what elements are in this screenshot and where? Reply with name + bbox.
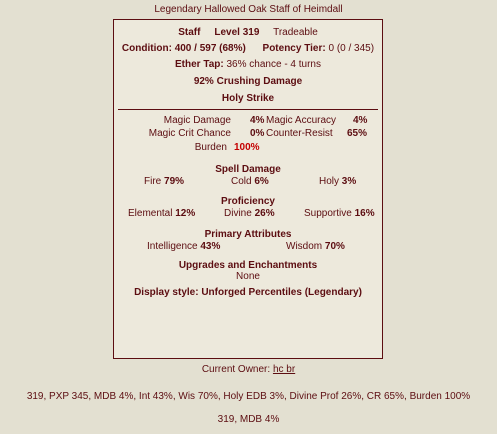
- potency-label: Potency Tier:: [262, 43, 326, 54]
- prof-supportive: Supportive 16%: [304, 208, 375, 219]
- tradeable-status: Tradeable: [273, 27, 318, 38]
- spell-cold: Cold 6%: [231, 176, 269, 187]
- potency-value: 0 (0 / 345): [328, 43, 375, 54]
- spell-holy: Holy 3%: [319, 176, 357, 187]
- ether-tap-line: [114, 59, 382, 70]
- burden-label: Burden: [194, 142, 227, 153]
- burden-value: 100%: [234, 142, 260, 153]
- summary-line-2: 319, MDB 4%: [217, 414, 280, 425]
- item-stats-panel: [113, 19, 383, 359]
- ether-tap-value: 36% chance - 4 turns: [226, 59, 321, 70]
- attr-intelligence: Intelligence 43%: [147, 241, 221, 252]
- spell-fire: Fire 79%: [144, 176, 185, 187]
- owner-link[interactable]: hc br: [272, 364, 296, 375]
- item-type-line: [114, 27, 382, 38]
- upgrades-value: None: [236, 271, 260, 282]
- item-level: Level 319: [214, 27, 260, 38]
- magic-crit-value: 0%: [250, 128, 265, 139]
- counter-resist-label: Counter-Resist: [266, 128, 333, 139]
- divider: [118, 109, 378, 110]
- item-title: Legendary Hallowed Oak Staff of Heimdall: [154, 4, 343, 15]
- attr-wisdom: Wisdom 70%: [286, 241, 345, 252]
- magic-accuracy-label: Magic Accuracy: [266, 115, 337, 126]
- primary-attributes-title: Primary Attributes: [204, 229, 292, 240]
- prof-elemental: Elemental 12%: [128, 208, 196, 219]
- proficiency-title: Proficiency: [221, 196, 275, 207]
- summary-line-1: 319, PXP 345, MDB 4%, Int 43%, Wis 70%, Holy EDB 3%, Divine Prof 26%, CR 65%, Burden 100%: [26, 391, 471, 402]
- prof-divine: Divine 26%: [224, 208, 275, 219]
- item-type: Staff: [178, 27, 201, 38]
- magic-damage-value: 4%: [250, 115, 265, 126]
- display-style: Display style: Unforged Percentiles (Legendary): [134, 287, 362, 298]
- condition-value: 400 / 597 (68%): [174, 43, 246, 54]
- holy-strike: Holy Strike: [221, 93, 275, 104]
- upgrades-title: Upgrades and Enchantments: [178, 260, 318, 271]
- current-owner: [0, 364, 497, 375]
- ether-tap-label: Ether Tap:: [175, 59, 224, 70]
- magic-crit-label: Magic Crit Chance: [148, 128, 231, 139]
- crushing-damage: 92% Crushing Damage: [193, 76, 303, 87]
- condition-line: [114, 43, 382, 54]
- owner-label: Current Owner:: [201, 364, 271, 375]
- magic-damage-label: Magic Damage: [163, 115, 231, 126]
- counter-resist-value: 65%: [347, 128, 368, 139]
- magic-accuracy-value: 4%: [353, 115, 368, 126]
- condition-label: Condition:: [121, 43, 172, 54]
- spell-damage-title: Spell Damage: [215, 164, 281, 175]
